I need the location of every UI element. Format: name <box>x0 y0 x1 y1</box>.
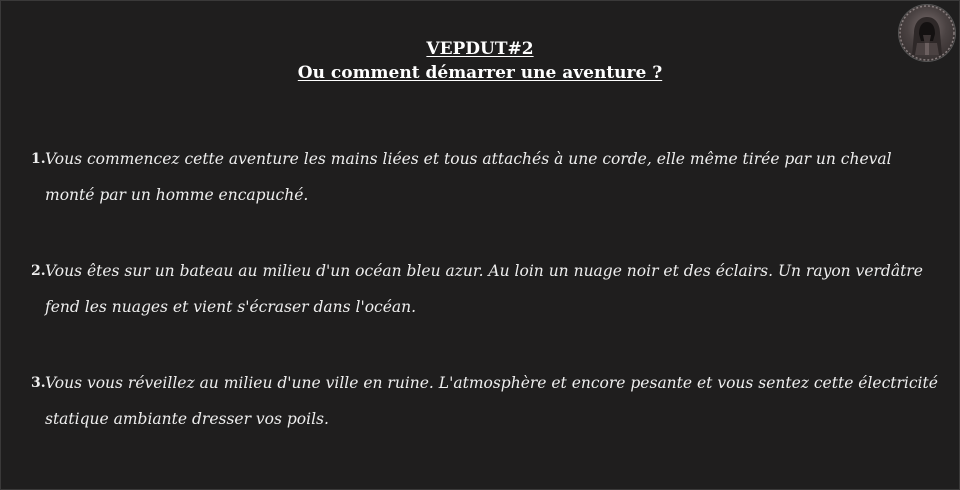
page-title: VEPDUT#2 <box>426 39 534 59</box>
page-subtitle: Ou comment démarrer une aventure ? <box>297 63 663 83</box>
item-number: 1. <box>31 151 46 167</box>
list-item <box>31 141 945 213</box>
avatar-image <box>899 5 955 61</box>
item-number: 3. <box>31 375 46 391</box>
item-text: Vous commencez cette aventure les mains liées et tous attachés à une corde, elle même tirée par un cheval monté par un homme encapuché. <box>45 150 892 204</box>
title-block <box>1 37 959 85</box>
item-text: Vous êtes sur un bateau au milieu d'un océan bleu azur. Au loin un nuage noir et des éclairs. Un rayon verdâtre fend les nuages et vient s'écraser dans l'océan. <box>45 262 923 316</box>
hooded-figure-icon[interactable] <box>899 5 955 61</box>
item-text: Vous vous réveillez au milieu d'une ville en ruine. L'atmosphère et encore pesante et vous sentez cette électricité statique ambiante dresser vos poils. <box>45 374 938 428</box>
list-item <box>31 365 945 437</box>
list-item <box>31 253 945 325</box>
adventure-list <box>31 141 945 477</box>
item-number: 2. <box>31 263 46 279</box>
